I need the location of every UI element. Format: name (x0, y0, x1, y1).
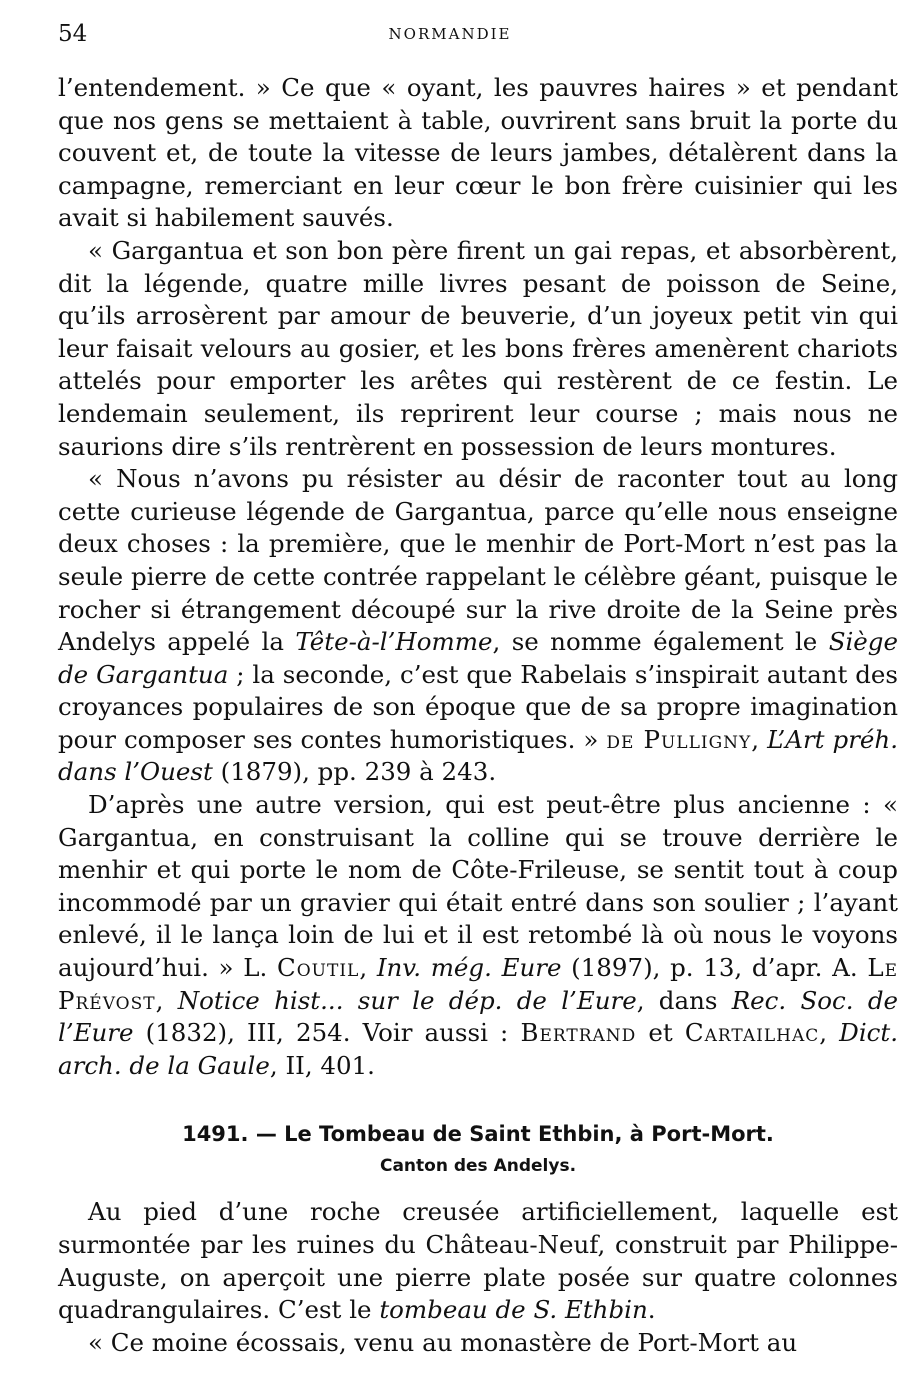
p3-italic-1: Tête-à-l’Homme (295, 627, 493, 657)
paragraph-5 (58, 1196, 898, 1326)
p4-text-8: , (819, 1018, 840, 1048)
p5-italic-1: tombeau de S. Ethbin (379, 1295, 648, 1325)
paragraph-1: l’entendement. » Ce que « oyant, les pauvres haires » et pendant que nos gens se mettaient à table, ouvrirent sans bruit la porte du couvent et, de toute la vitesse de leurs jambes, détalèrent dans la campagne, remerciant en leur cœur le bon frère cuisinier qui les avait si habilement sauvés. (58, 73, 898, 233)
page-number: 54 (58, 21, 88, 47)
p3-text-4: , (751, 724, 768, 754)
p3-text-1: « Nous n’avons pu résister au désir de raconter tout au long cette curieuse légende de Gargantua, parce qu’elle nous enseigne deux choses : la première, que le menhir de Port-Mort n’est pas la seule pierre de cette contrée rappelant le célèbre géant, puisque le rocher si étrangement découpé sur la rive droite de la Seine près Andelys appelé la (58, 464, 898, 657)
paragraph-3 (58, 463, 898, 789)
p4-italic-4: Dict. arch. de la Gaule (58, 1018, 899, 1080)
p3-author-1: de Pulligny (606, 724, 752, 754)
section-subtitle: Canton des Andelys. (379, 1156, 577, 1177)
p4-text-5: , dans (636, 985, 732, 1015)
p4-text-2: , (359, 953, 377, 983)
p3-text-2: , se nomme également le (492, 627, 829, 657)
paragraph-6: « Ce moine écossais, venu au monastère de Port-Mort au (88, 1327, 798, 1357)
p4-italic-1: Inv. még. Eure (376, 953, 562, 983)
p4-author-4: Cartailhac (684, 1018, 820, 1048)
p3-italic-2: Siège de Gargantua (58, 627, 898, 689)
p4-text-6: (1832), III, 254. Voir aussi : (133, 1018, 521, 1048)
body-text (58, 72, 898, 1359)
p4-text-1: D’après une autre version, qui est peut-être plus ancienne : « Gargantua, en construisant la colline qui se trouve derrière le menhir et qui porte le nom de Côte-Frileuse, se sentit tout à coup incommodé par un gravier qui était entré dans son soulier ; l’ayant enlevé, il le lança loin de lui et il est retombé là où nous le voyons aujourd’hui. » L. (58, 790, 898, 983)
p4-text-9: , II, 401. (269, 1050, 375, 1080)
running-title: NORMANDIE (388, 25, 512, 43)
paragraph-4 (58, 789, 898, 1082)
p3-text-5: (1879), pp. 239 à 243. (212, 757, 497, 787)
p5-text-2: . (647, 1295, 656, 1325)
section-title: 1491. — Le Tombeau de Saint Ethbin, à Port-Mort. (182, 1122, 774, 1147)
p4-text-4: , (155, 985, 178, 1015)
p3-text-3: ; la seconde, c’est que Rabelais s’inspirait autant des croyances populaires de son époque que de sa propre imagination pour composer ses contes humoristiques. » (58, 659, 898, 754)
p4-text-3: (1897), p. 13, d’apr. A. (561, 953, 868, 983)
paragraph-2: « Gargantua et son bon père firent un gai repas, et absorbèrent, dit la légende, quatre mille livres pesant de poisson de Seine, qu’ils arrosèrent par amour de beuverie, d’un joyeux petit vin qui leur faisait velours au gosier, et les bons frères amenèrent chariots attelés pour emporter les arêtes qui restèrent de ce festin. Le lendemain seulement, ils reprirent leur course ; mais nous ne saurions dire s’ils rentrèrent en possession de leurs montures. (58, 235, 898, 461)
p4-author-1: Coutil (276, 953, 360, 983)
p4-text-7: et (636, 1018, 685, 1048)
p4-author-3: Bertrand (520, 1018, 637, 1048)
p4-italic-3: Rec. Soc. de l’Eure (58, 985, 899, 1048)
p5-text-1: Au pied d’une roche creusée artificiellement, laquelle est surmontée par les ruines du Château-Neuf, construit par Philippe-Auguste, on aperçoit une pierre plate posée sur quatre colonnes quadrangulaires. C’est le (58, 1197, 898, 1325)
p4-author-2: Le Prévost (58, 953, 899, 1015)
p3-italic-3: L’Art préh. dans l’Ouest (58, 724, 898, 787)
p4-italic-2: Notice hist... sur le dép. de l’Eure (177, 985, 637, 1015)
